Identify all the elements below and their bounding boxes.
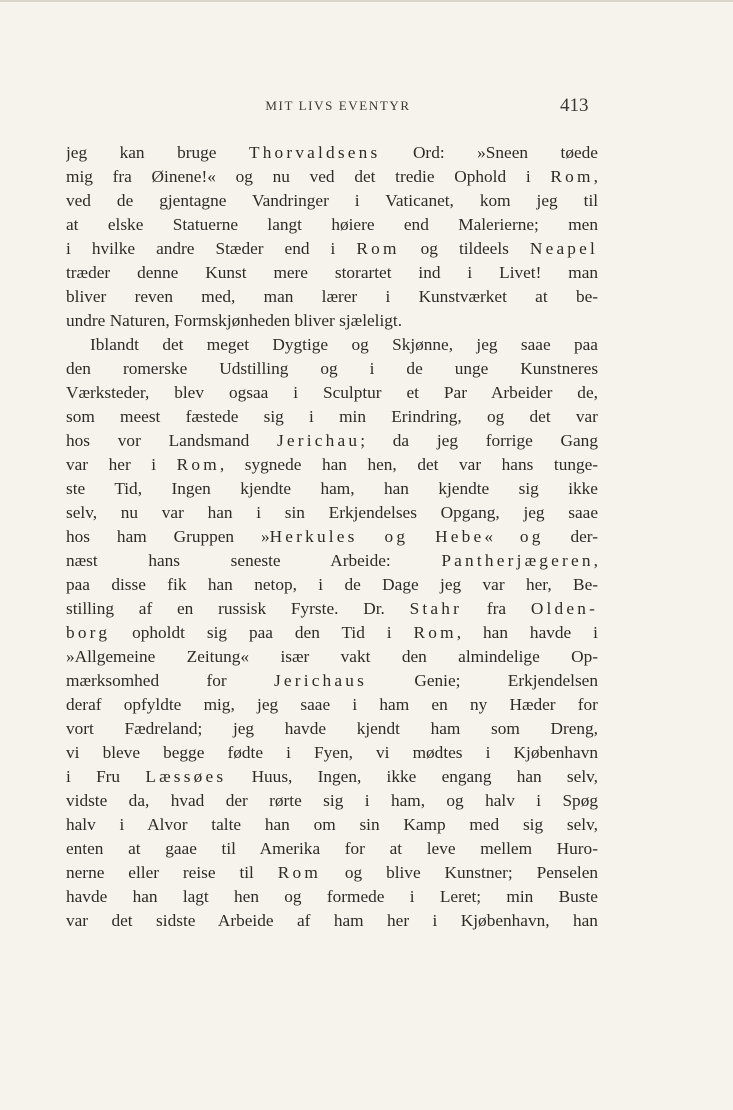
spaced-name: Herkules [269, 527, 358, 546]
text-line: mig fra Øinene!« og nu ved det tredie Ophold i Rom, [66, 167, 598, 186]
text-line: mærksomhed for Jerichaus Genie; Erkjendelsen [66, 671, 598, 690]
text-line: ste Tid, Ingen kjendte ham, han kjendte sig ikke [66, 479, 598, 498]
text-line: havde han lagt hen og formede i Leret; min Buste [66, 887, 598, 906]
spaced-name: Rom [176, 455, 220, 474]
spaced-name: Rom [356, 239, 400, 258]
text-line: nerne eller reise til Rom og blive Kunstner; Penselen [66, 863, 598, 882]
text-line: var her i Rom, sygnede han hen, det var hans tunge- [66, 455, 598, 474]
page-number: 413 [560, 95, 589, 116]
text-line: selv, nu var han i sin Erkjendelses Opgang, jeg saae [66, 503, 598, 522]
text-line: hos ham Gruppen »Herkules og Hebe« og der- [66, 527, 598, 546]
spaced-name: Rom [277, 863, 321, 882]
text-line: vort Fædreland; jeg havde kjendt ham som Dreng, [66, 719, 598, 738]
text-line: borg opholdt sig paa den Tid i Rom, han havde i [66, 623, 598, 642]
text-line: næst hans seneste Arbeide: Pantherjægeren, [66, 551, 598, 570]
text-line: Værksteder, blev ogsaa i Sculptur et Par Arbeider de, [66, 383, 598, 402]
text-line: i hvilke andre Stæder end i Rom og tildeels Neapel [66, 239, 598, 258]
spaced-name: Rom [550, 167, 594, 186]
spaced-name: Thorvaldsens [248, 143, 381, 162]
text-line: ved de gjentagne Vandringer i Vaticanet, kom jeg til [66, 191, 598, 210]
text-line: vi bleve begge fødte i Fyen, vi mødtes i Kjøbenhavn [66, 743, 598, 762]
spaced-name: Stahr [409, 599, 463, 618]
text-line: som meest fæstede sig i min Erindring, og det var [66, 407, 598, 426]
text-line: Iblandt det meget Dygtige og Skjønne, jeg saae paa [90, 335, 598, 354]
text-line: i Fru Læssøes Huus, Ingen, ikke engang han selv, [66, 767, 598, 786]
spaced-name: Jerichaus [273, 671, 368, 690]
text-line: bliver reven med, man lærer i Kunstværket at be- [66, 287, 598, 306]
text-line: at elske Statuerne langt høiere end Malerierne; men [66, 215, 598, 234]
spaced-name: Læssøes [145, 767, 227, 786]
text-line: vidste da, hvad der rørte sig i ham, og halv i Spøg [66, 791, 598, 810]
text-line: undre Naturen, Formskjønheden bliver sjæleligt. [66, 311, 403, 330]
text-line: var det sidste Arbeide af ham her i Kjøbenhavn, han [66, 911, 598, 930]
text-line: halv i Alvor talte han om sin Kamp med sig selv, [66, 815, 598, 834]
spaced-name: Pantherjægeren [441, 551, 594, 570]
text-line: »Allgemeine Zeitung« især vakt den almindelige Op- [66, 647, 598, 666]
running-title: MIT LIVS EVENTYR [265, 98, 411, 113]
text-line: træder denne Kunst mere storartet ind i Livet! man [66, 263, 598, 282]
text-line: stilling af en russisk Fyrste. Dr. Stahr fra Olden- [66, 599, 598, 618]
body-text [66, 141, 598, 933]
spaced-name: Jerichau [277, 431, 361, 450]
spaced-name: og [384, 527, 409, 546]
scan-edge [0, 0, 733, 2]
text-line: hos vor Landsmand Jerichau; da jeg forrige Gang [66, 431, 598, 450]
page-header [0, 96, 733, 120]
spaced-name: og [519, 527, 544, 546]
text-line: deraf opfyldte mig, jeg saae i ham en ny Hæder for [66, 695, 598, 714]
spaced-name: Rom [413, 623, 457, 642]
text-line: enten at gaae til Amerika for at leve mellem Huro- [66, 839, 598, 858]
spaced-name: borg [66, 623, 111, 642]
text-line: den romerske Udstilling og i de unge Kunstneres [66, 359, 598, 378]
text-line: jeg kan bruge Thorvaldsens Ord: »Sneen tøede [66, 143, 598, 162]
spaced-name: Neapel [529, 239, 598, 258]
spaced-name: Hebe [435, 527, 485, 546]
spaced-name: Olden- [530, 599, 598, 618]
text-line: paa disse fik han netop, i de Dage jeg var her, Be- [66, 575, 598, 594]
